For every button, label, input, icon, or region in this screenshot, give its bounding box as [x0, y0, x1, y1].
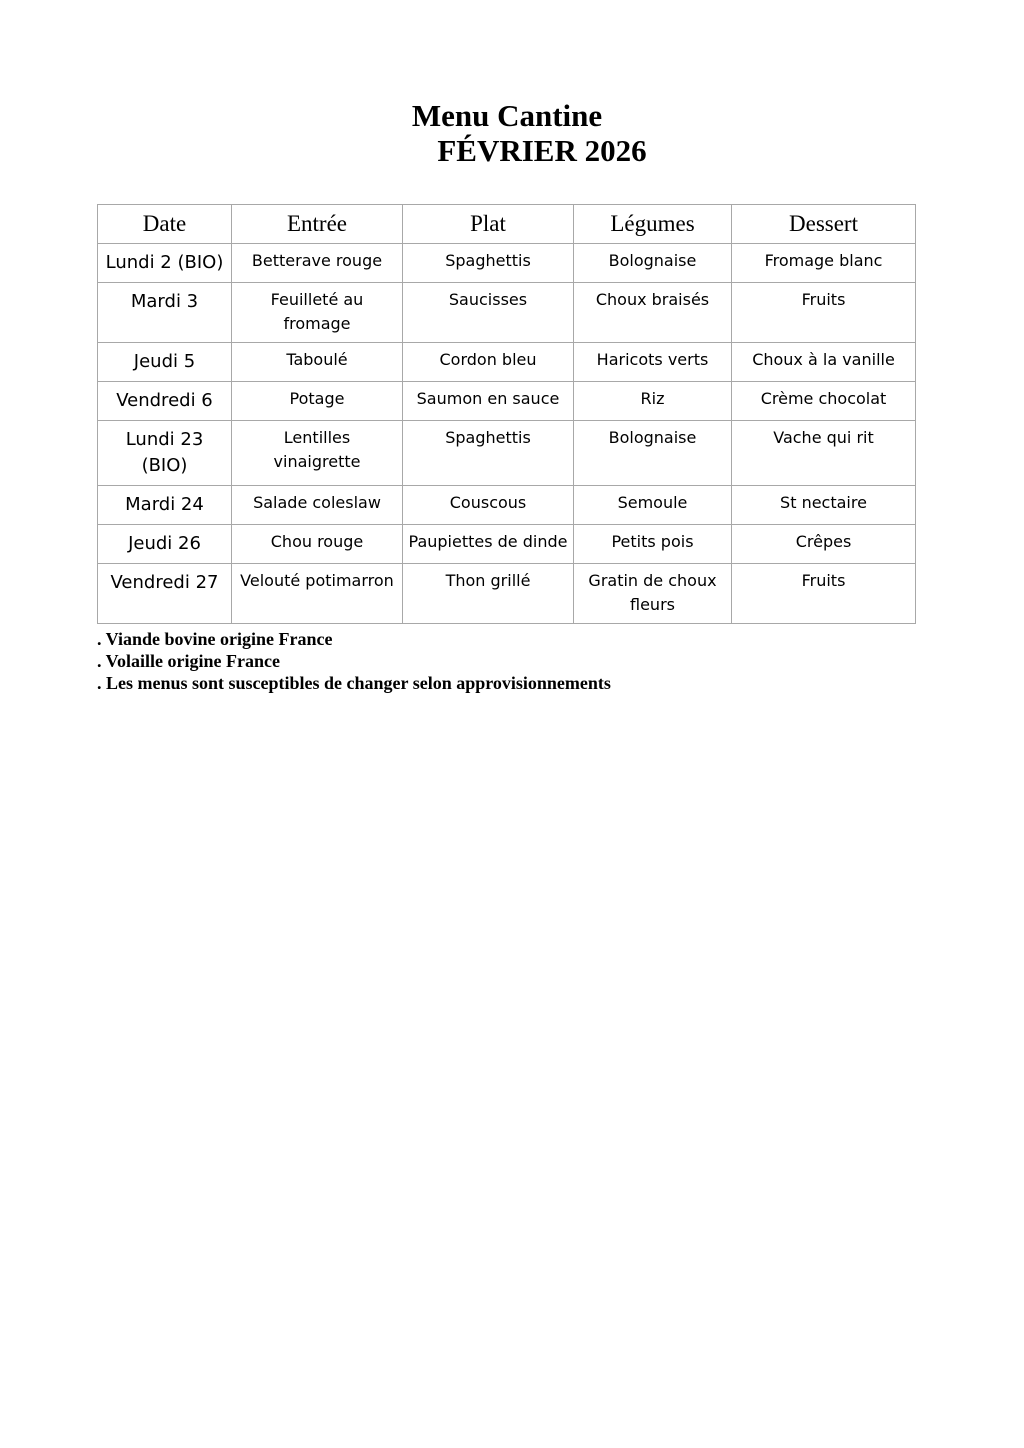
cell-dessert: Crème chocolat: [732, 382, 916, 421]
cell-entree: Velouté potimarron: [232, 564, 403, 624]
cell-plat: Cordon bleu: [403, 343, 574, 382]
cell-date: Lundi 2 (BIO): [98, 244, 232, 283]
cell-dessert: St nectaire: [732, 486, 916, 525]
cell-date: Mardi 3: [98, 283, 232, 343]
cell-entree-text: Feuilleté au fromage: [270, 290, 364, 333]
cell-legumes: Semoule: [574, 486, 732, 525]
cell-dessert: Vache qui rit: [732, 421, 916, 486]
cell-dessert: Fruits: [732, 283, 916, 343]
page-title: [0, 96, 1024, 136]
title-text: Menu Cantine: [411, 98, 603, 133]
cell-entree: Taboulé: [232, 343, 403, 382]
header-entree: Entrée: [232, 205, 403, 244]
table-row: [98, 486, 916, 525]
cell-date: [98, 421, 232, 486]
table-row: [98, 525, 916, 564]
note-item: . Les menus sont susceptibles de changer selon approvisionnements: [97, 673, 611, 693]
table-row: [98, 343, 916, 382]
cell-plat: Saumon en sauce: [403, 382, 574, 421]
table-row: [98, 283, 916, 343]
cell-date: Jeudi 26: [98, 525, 232, 564]
table-row: [98, 421, 916, 486]
header-legumes: Légumes: [574, 205, 732, 244]
cell-dessert: Fruits: [732, 564, 916, 624]
cell-dessert: Crêpes: [732, 525, 916, 564]
cell-plat: Paupiettes de dinde: [403, 525, 574, 564]
header-dessert: Dessert: [732, 205, 916, 244]
cell-entree: Chou rouge: [232, 525, 403, 564]
cell-dessert: Fromage blanc: [732, 244, 916, 283]
notes-list: [97, 628, 611, 694]
cell-legumes: Choux braisés: [574, 283, 732, 343]
cell-plat: Spaghettis: [403, 421, 574, 486]
table-row: [98, 382, 916, 421]
cell-date-text: Lundi 23 (BIO): [125, 429, 204, 476]
header-plat: Plat: [403, 205, 574, 244]
cell-date: Mardi 24: [98, 486, 232, 525]
cell-plat: Couscous: [403, 486, 574, 525]
table-header-row: [98, 205, 916, 244]
table-row: [98, 244, 916, 283]
menu-table: [97, 204, 916, 624]
cell-entree: Betterave rouge: [232, 244, 403, 283]
cell-plat: Saucisses: [403, 283, 574, 343]
note-item: . Volaille origine France: [97, 651, 280, 671]
cell-entree-text: Lentilles vinaigrette: [273, 428, 361, 471]
cell-legumes: Riz: [574, 382, 732, 421]
cell-plat: Spaghettis: [403, 244, 574, 283]
cell-legumes: Haricots verts: [574, 343, 732, 382]
cell-plat: Thon grillé: [403, 564, 574, 624]
cell-dessert: Choux à la vanille: [732, 343, 916, 382]
cell-entree: [232, 421, 403, 486]
cell-date: Jeudi 5: [98, 343, 232, 382]
cell-legumes: [574, 564, 732, 624]
subtitle-text: FÉVRIER 2026: [437, 133, 647, 168]
cell-legumes: Bolognaise: [574, 244, 732, 283]
cell-date: Vendredi 6: [98, 382, 232, 421]
table-row: [98, 564, 916, 624]
cell-entree: Salade coleslaw: [232, 486, 403, 525]
cell-entree: Potage: [232, 382, 403, 421]
cell-entree: [232, 283, 403, 343]
note-item: . Viande bovine origine France: [97, 629, 333, 649]
page-subtitle: [0, 131, 1024, 171]
cell-legumes: Bolognaise: [574, 421, 732, 486]
cell-legumes-text: Gratin de choux fleurs: [588, 571, 717, 614]
cell-legumes: Petits pois: [574, 525, 732, 564]
cell-date: Vendredi 27: [98, 564, 232, 624]
header-date: Date: [98, 205, 232, 244]
